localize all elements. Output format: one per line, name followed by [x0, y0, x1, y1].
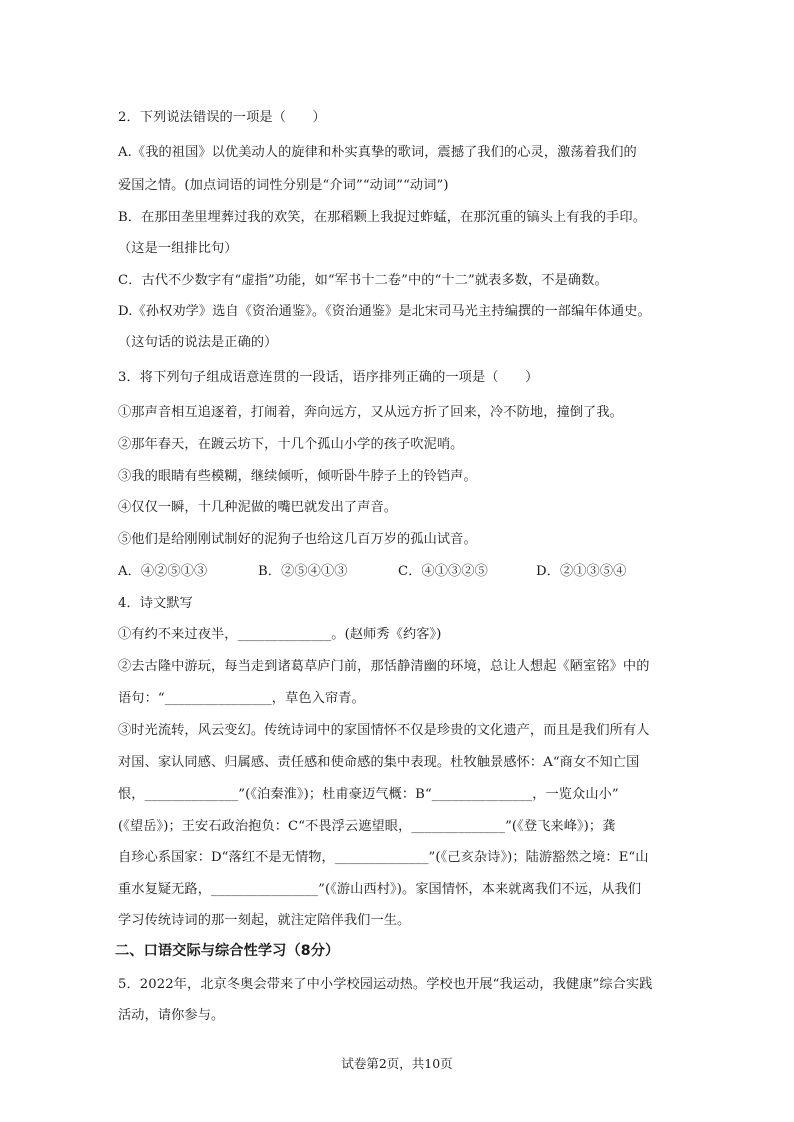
q4-line-5: 对国、家认同感、归属感、责任感和使命感的集中表现。杜牧触景感怀：A“商女不知亡国	[118, 755, 640, 770]
q3-option-a: A．④②⑤①③	[118, 564, 208, 579]
q5-line-2: 活动，请你参与。	[118, 1008, 225, 1023]
q4-line-8: 自珍心系国家：D“落红不是无情物，______________”(《己亥杂诗》)；陆游豁然之境：E“山	[118, 850, 649, 865]
q2-stem: 2．下列说法错误的一项是（ ）	[118, 110, 326, 125]
q3-sentence-2: ②那年春天，在踱云坊下，十几个孤山小学的孩子吹泥哨。	[118, 437, 464, 452]
q3-sentence-5: ⑤他们是给刚刚试制好的泥狗子也给这几百万岁的孤山试音。	[118, 532, 477, 547]
section-heading: 二、口语交际与综合性学习（8分）	[115, 943, 340, 959]
q2-option-a-line1: A.《我的祖国》以优美动人的旋律和朴实真挚的歌词，震撼了我们的心灵，激荡着我们的	[118, 145, 637, 160]
q2-option-c: C．古代不少数字有“虚指”功能，如“军书十二卷”中的“十二”就表多数，不是确数。	[118, 273, 608, 288]
q2-option-d-line1: D.《孙权劝学》选自《资治通鉴》。《资治通鉴》是北宋司马光主持编撰的一部编年体通史。	[118, 304, 651, 319]
q2-option-a-line2: 爱国之情。(加点词语的词性分别是“介词”“动词”“动词”)	[118, 178, 449, 193]
q3-stem: 3．将下列句子组成语意连贯的一段话，语序排列正确的一项是（ ）	[118, 370, 539, 385]
q3-option-c: C．④①③②⑤	[398, 564, 488, 579]
q4-line-2: ②去古隆中游玩，每当走到诸葛草庐门前，那恬静清幽的环境，总让人想起《陋室铭》中的	[118, 659, 650, 674]
q3-sentence-4: ④仅仅一瞬，十几种泥做的嘴巴就发出了声音。	[118, 500, 398, 515]
q3-option-d: D．②①③⑤④	[536, 564, 627, 579]
q2-option-b-line2: （这是一组排比句）	[118, 241, 238, 256]
q4-line-9: 重水复疑无路，________________”(《游山西村》)。家国情怀，本来就离我们不远，从我们	[118, 882, 642, 897]
q3-option-b: B．②⑤④①③	[258, 564, 348, 579]
q4-line-7: (《望岳》)；王安石政治抱负：C“不畏浮云遮望眼，______________”(《登飞来峰》)；龚	[118, 819, 616, 834]
q4-line-3: 语句：“________________，草色入帘青。	[118, 691, 365, 706]
q4-title: 4．诗文默写	[118, 596, 193, 611]
q3-sentence-1: ①那声音相互追逐着，打闹着，奔向远方，又从远方折了回来，冷不防地，撞倒了我。	[118, 405, 623, 420]
q4-line-10: 学习传统诗词的那一刻起，就注定陪伴我们一生。	[118, 913, 411, 928]
q4-line-1: ①有约不来过夜半，______________。(赵师秀《约客》)	[118, 627, 442, 642]
q5-line-1: 5．2022年，北京冬奥会带来了中小学校园运动热。学校也开展“我运动，我健康”综合实践	[118, 977, 653, 992]
page-footer: 试卷第2页，共10页	[341, 1056, 453, 1071]
q4-line-6: 恨，______________”(《泊秦淮》)；杜甫豪迈气概：B“_______________，一览众山小”	[118, 787, 619, 802]
q3-sentence-3: ③我的眼睛有些模糊，继续倾听，倾听卧牛脖子上的铃铛声。	[118, 469, 477, 484]
q4-line-4: ③时光流转，风云变幻。传统诗词中的家国情怀不仅是珍贵的文化遗产，而且是我们所有人	[118, 723, 650, 738]
q2-option-b-line1: B．在那田垄里埋葬过我的欢笑，在那稻颗上我捉过蚱蜢，在那沉重的镐头上有我的手印。	[118, 210, 646, 225]
q2-option-d-line2: （这句话的说法是正确的）	[118, 335, 278, 350]
